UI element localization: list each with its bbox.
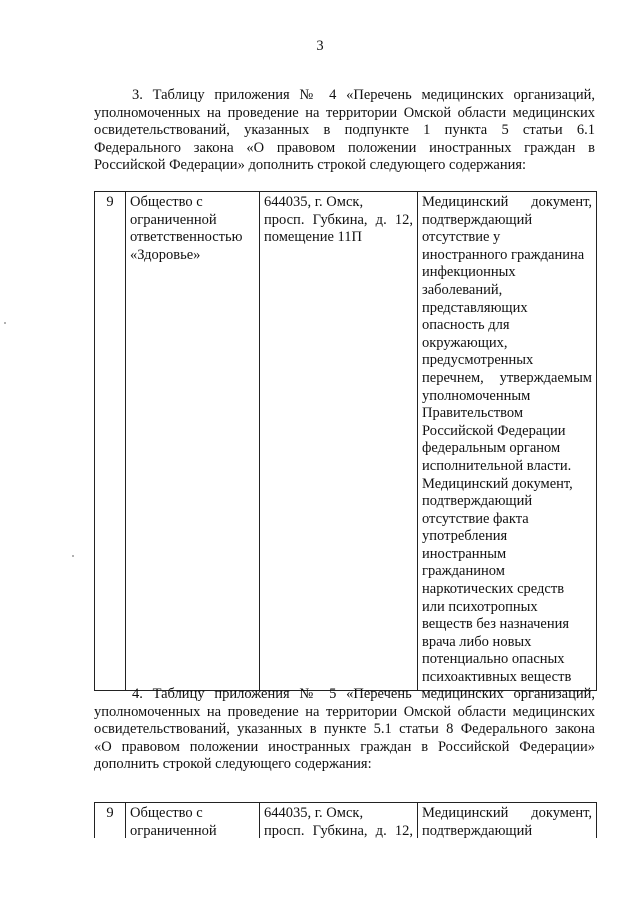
row-number-cell: 9 (95, 803, 126, 839)
paragraph-line: 3. Таблицу приложения № 4 «Перечень медицинских организаций, (132, 87, 595, 103)
paragraph-line: освидетельствований, указанных в пункте 5.1 статьи 8 Федерального закона (94, 721, 595, 738)
page-number: 3 (316, 38, 324, 54)
cell-line: врача либо новых (422, 633, 532, 650)
cell-line: «Здоровье» (130, 246, 201, 263)
cell-line: подтверждающий (422, 493, 533, 510)
cell-line: помещение 11П (264, 229, 362, 246)
cell-line: уполномоченным (422, 387, 531, 404)
cell-line: ограниченной (130, 822, 217, 838)
paragraph-line: уполномоченных на проведение на территории Омской области медицинских (94, 703, 595, 720)
cell-line: ответственностью (130, 229, 243, 246)
cell-line: Медицинский документ, (422, 194, 592, 210)
cell-line: ограниченной (130, 211, 217, 228)
cell-line: потенциально опасных (422, 651, 565, 668)
cell-line: Правительством (422, 405, 524, 422)
cell-line: просп. Губкина, д. 12, (264, 822, 413, 838)
cell-line: психоактивных веществ (422, 669, 572, 686)
scan-speck (4, 322, 6, 324)
cell-line: или психотропных (422, 598, 538, 615)
cell-line: наркотических средств (422, 581, 565, 598)
cell-line: заболеваний, (422, 281, 503, 298)
paragraph-line: 4. Таблицу приложения № 5 «Перечень медицинских организаций, (132, 686, 595, 702)
cell-line: окружающих, (422, 334, 508, 351)
cell-line: иностранного гражданина (422, 246, 585, 263)
cell-line: 644035, г. Омск, (264, 805, 364, 821)
cell-line: подтверждающий (422, 211, 533, 228)
cell-line: Медицинский документ, (422, 475, 573, 492)
cell-line: отсутствие факта (422, 510, 529, 527)
row-number-cell: 9 (95, 192, 126, 691)
paragraph-line: освидетельствований, указанных в подпункте 1 пункта 5 статьи 6.1 (94, 122, 595, 139)
cell-line: представляющих (422, 299, 528, 316)
item-4-table (94, 802, 597, 838)
cell-line: отсутствие у (422, 229, 501, 246)
paragraph-line: Федерального закона «О правовом положении иностранных граждан в (94, 139, 595, 156)
cell-line: подтверждающий (422, 822, 533, 838)
cell-line: исполнительной власти. (422, 457, 572, 474)
scan-speck (72, 555, 74, 557)
cell-line: Российской Федерации (422, 422, 566, 439)
cell-line: Общество с (130, 805, 203, 821)
cell-line: федеральным органом (422, 440, 561, 457)
cell-line: употребления (422, 528, 508, 545)
cell-line: просп. Губкина, д. 12, (264, 211, 413, 228)
cell-line: иностранным (422, 545, 507, 562)
cell-line: перечнем, утверждаемым (422, 369, 592, 386)
paragraph-line: уполномоченных на проведение на территории Омской области медицинских (94, 104, 595, 121)
cell-line: опасность для (422, 317, 510, 334)
paragraph-line: «О правовом положении иностранных граждан в Российской Федерации» (94, 738, 595, 755)
paragraph-line: Российской Федерации» дополнить строкой следующего содержания: (94, 157, 527, 174)
organization-name-cell (126, 803, 260, 839)
document-cell (418, 803, 597, 839)
cell-line: Общество с (130, 194, 203, 210)
cell-line: гражданином (422, 563, 505, 580)
cell-line: инфекционных (422, 264, 516, 281)
cell-line: предусмотренных (422, 352, 534, 369)
address-cell (260, 803, 418, 839)
cell-line: 644035, г. Омск, (264, 194, 364, 210)
table-row (95, 803, 597, 839)
cell-line: веществ без назначения (422, 616, 570, 633)
paragraph-line: дополнить строкой следующего содержания: (94, 756, 372, 773)
cell-line: Медицинский документ, (422, 805, 592, 821)
